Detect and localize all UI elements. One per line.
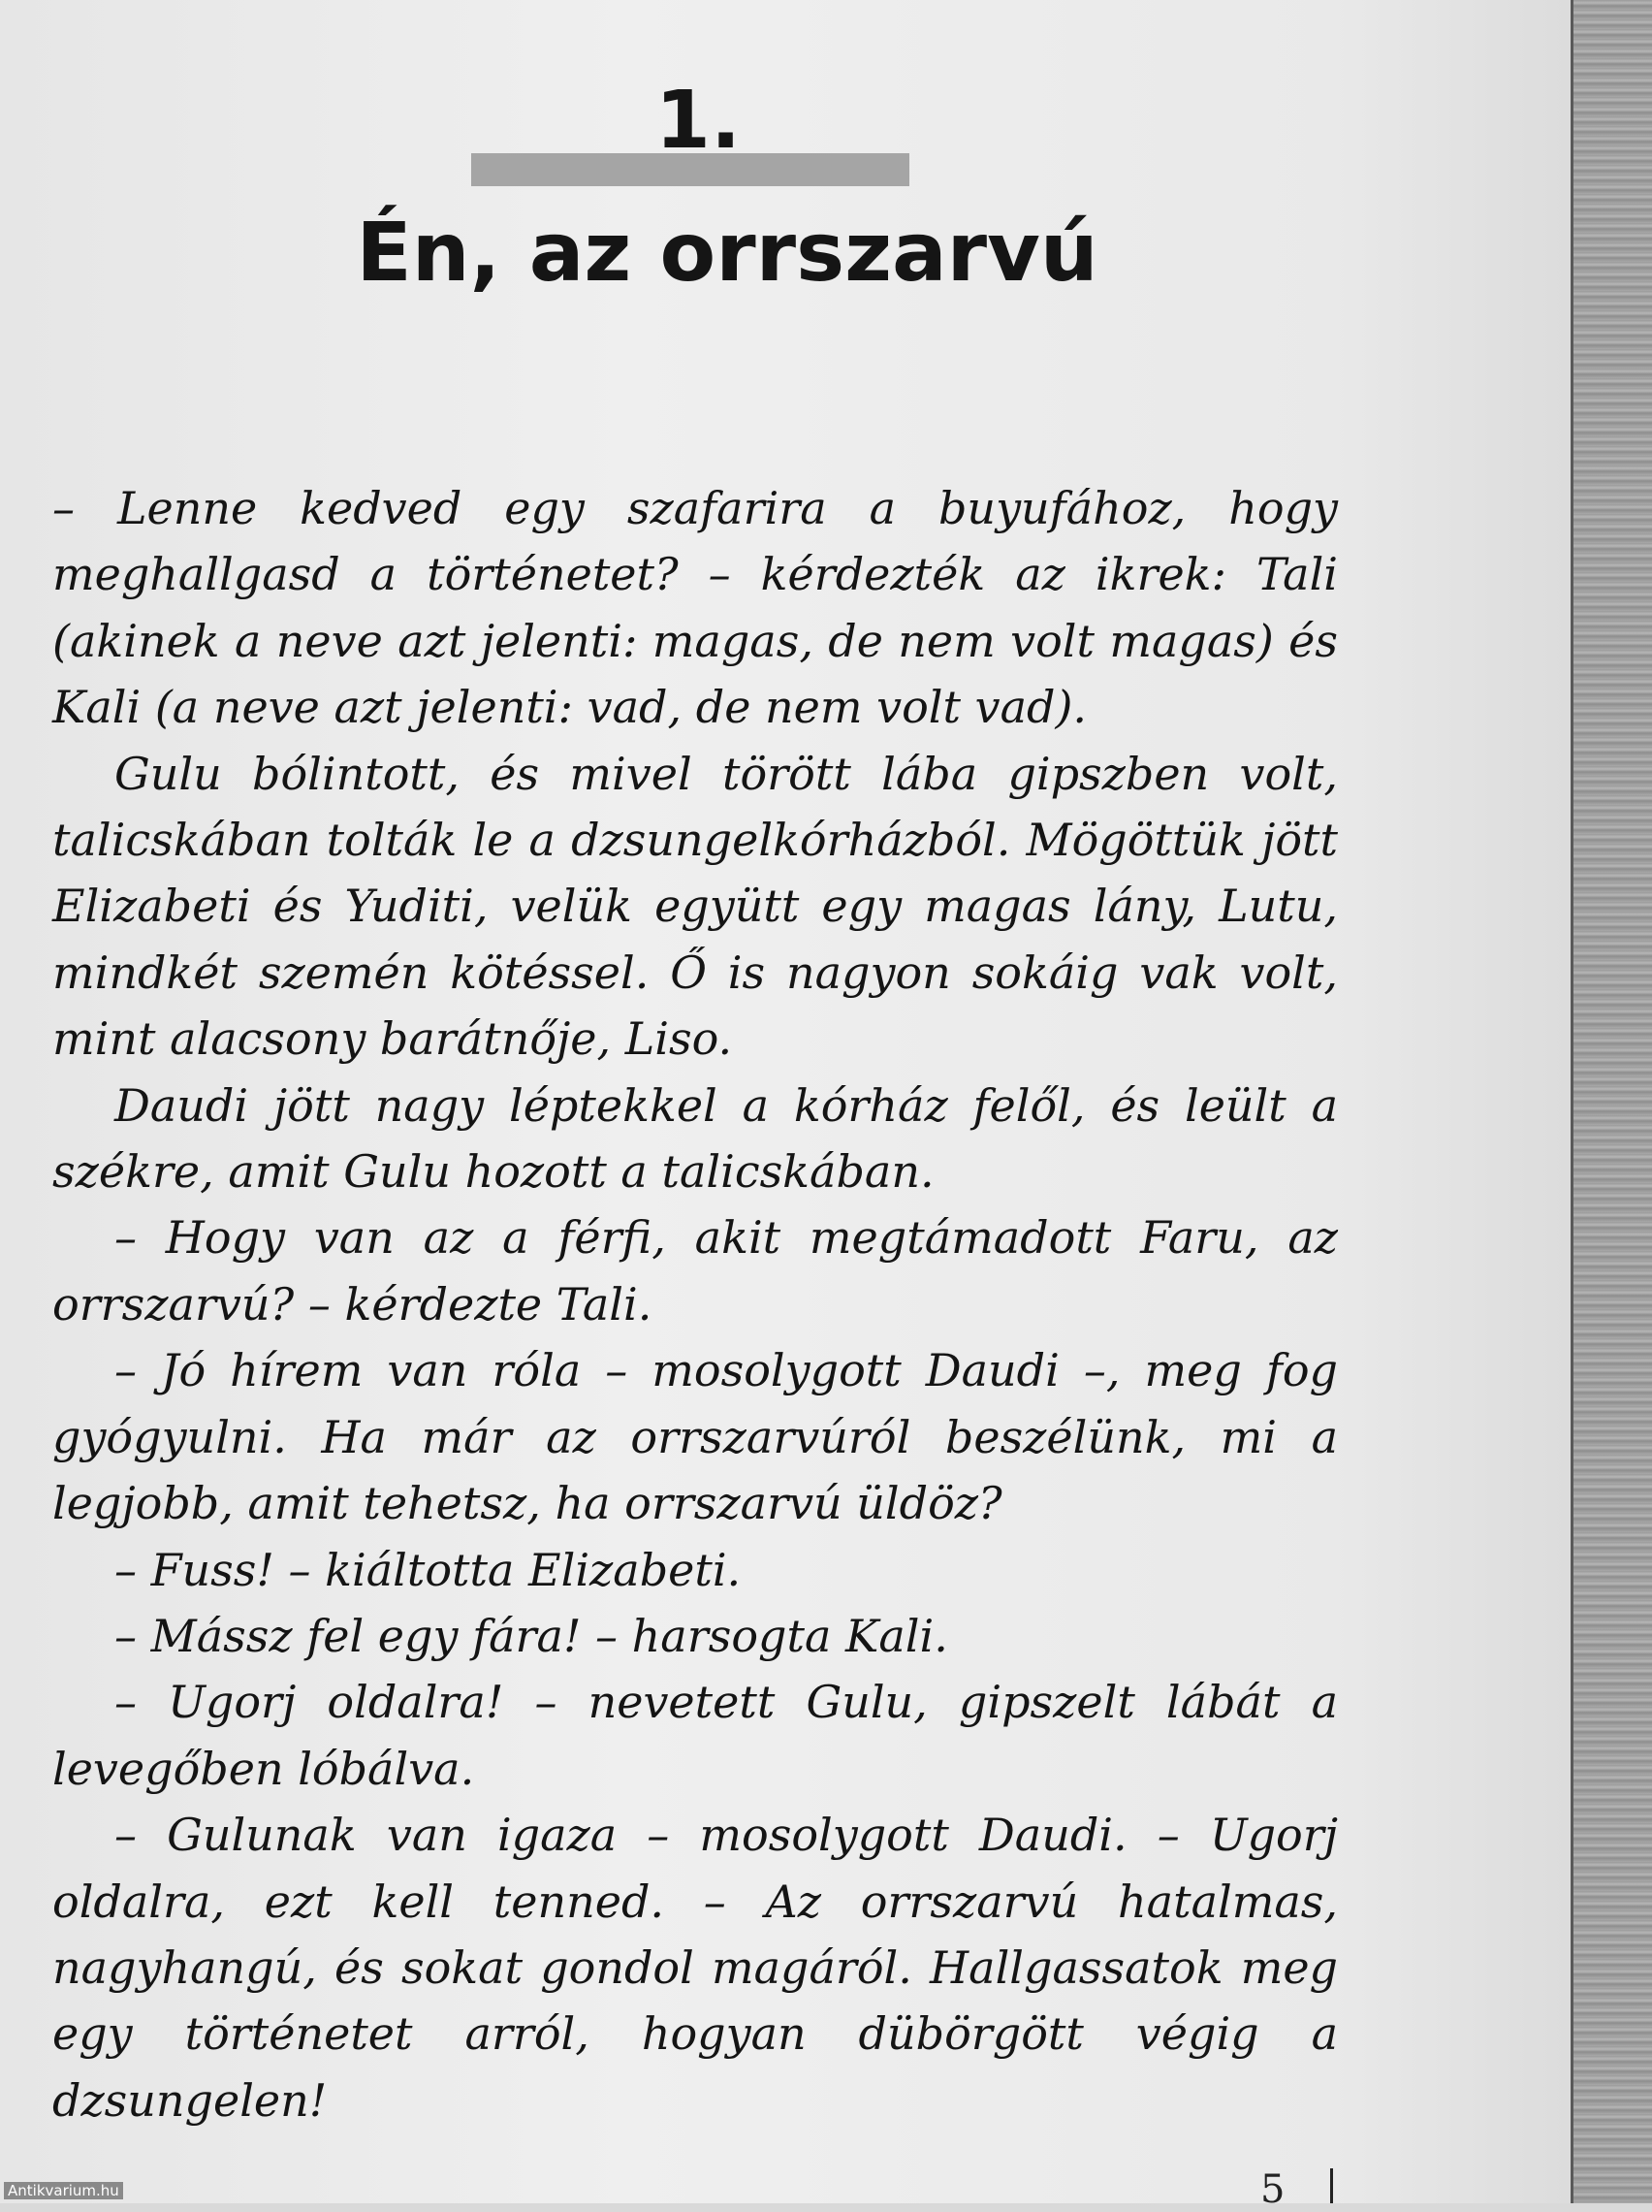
paragraph: Gulu bólintott, és mivel törött lába gipszben volt, talicskában tolták le a dzsungelkórházból. Mögöttük jött Elizabeti és Yuditi, velük együtt egy magas lány, Lutu, mindkét szemén kötéssel. Ő is nagyon sokáig vak volt, mint alacsony barátnője, Liso. [52,747,1338,1066]
page-number: 5 [1260,2167,1286,2212]
paragraph: – Fuss! – kiáltotta Elizabeti. [114,1543,742,1596]
page-stack-edge [1571,0,1652,2203]
paragraph: – Ugorj oldalra! – nevetett Gulu, gipszelt lábát a levegőben lóbálva. [52,1676,1338,1795]
page-number-tick [1330,2168,1333,2203]
watermark: Antikvarium.hu [4,2182,123,2199]
paragraph: – Lenne kedved egy szafarira a buyufához, hogy meghallgasd a történetet? – kérdezték az ikrek: Tali (akinek a neve azt jelenti: magas, de nem volt magas) és Kali (a neve azt jelenti: vad, de nem volt vad). [52,482,1338,734]
paragraph: Daudi jött nagy léptekkel a kórház felől, és leült a székre, amit Gulu hozott a talicskában. [52,1078,1338,1199]
paragraph: – Mássz fel egy fára! – harsogta Kali. [114,1609,948,1662]
paragraph: – Jó hírem van róla – mosolygott Daudi –, meg fog gyógyulni. Ha már az orrszarvúról beszélünk, mi a legjobb, amit tehetsz, ha orrszarvú üldöz? [52,1344,1338,1530]
body-text [52,475,1338,2133]
paragraph: – Gulunak van igaza – mosolygott Daudi. – Ugorj oldalra, ezt kell tenned. – Az orrszarvú hatalmas, nagyhangú, és sokat gondol magáról. Hallgassatok meg egy történetet arról, hogyan dübörgött végig a dzsungelen! [52,1809,1338,2127]
chapter-number: 1. [654,75,742,167]
paragraph: – Hogy van az a férfi, akit megtámadott Faru, az orrszarvú? – kérdezte Tali. [52,1211,1338,1330]
chapter-title: Én, az orrszarvú [356,205,1098,300]
